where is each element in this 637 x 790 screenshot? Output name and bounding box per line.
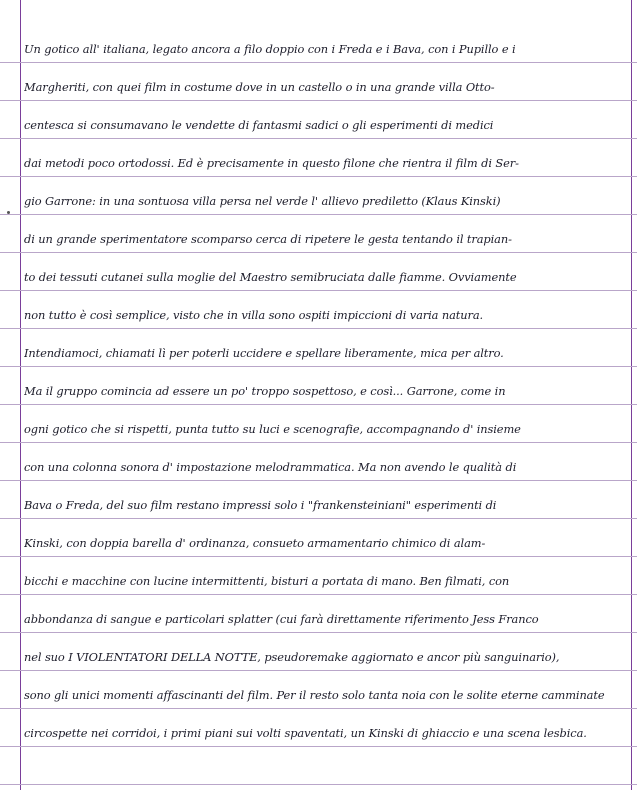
ruled-line: [0, 100, 637, 101]
ruled-line: [0, 670, 637, 671]
handwritten-line: Un gotico all' italiana, legato ancora a filo doppio con i Freda e i Bava, con i Pupillo e i: [24, 42, 516, 56]
handwritten-line: Kinski, con doppia barella d' ordinanza, consueto armamentario chimico di alam-: [24, 536, 486, 550]
ruled-line: [0, 784, 637, 785]
handwritten-line: abbondanza di sangue e particolari splatter (cui farà direttamente riferimento Jess Franco: [24, 612, 539, 626]
handwritten-line: non tutto è così semplice, visto che in villa sono ospiti impiccioni di varia natura.: [24, 308, 484, 322]
ruled-line: [0, 746, 637, 747]
handwritten-line: Ma il gruppo comincia ad essere un po' troppo sospettoso, e così... Garrone, come in: [24, 384, 506, 398]
handwritten-line: bicchi e macchine con lucine intermittenti, bisturi a portata di mano. Ben filmati, con: [24, 574, 510, 588]
handwritten-line: to dei tessuti cutanei sulla moglie del Maestro semibruciata dalle fiamme. Ovviamente: [24, 270, 517, 284]
ruled-line: [0, 708, 637, 709]
handwritten-line: dai metodi poco ortodossi. Ed è precisamente in questo filone che rientra il film di Ser-: [24, 156, 519, 170]
ruled-line: [0, 328, 637, 329]
ruled-line: [0, 290, 637, 291]
ruled-line: [0, 214, 637, 215]
handwritten-line: circospette nei corridoi, i primi piani sui volti spaventati, un Kinski di ghiaccio e una scena lesbica.: [24, 726, 587, 740]
ruled-line: [0, 594, 637, 595]
handwritten-line: Margheriti, con quei film in costume dove in un castello o in una grande villa Otto-: [24, 80, 495, 94]
ruled-line: [0, 138, 637, 139]
ruled-line: [0, 62, 637, 63]
handwritten-line: nel suo I VIOLENTATORI DELLA NOTTE, pseudoremake aggiornato e ancor più sanguinario),: [24, 650, 560, 664]
ruled-line: [0, 366, 637, 367]
ruled-line: [0, 442, 637, 443]
handwritten-line: con una colonna sonora d' impostazione melodrammatica. Ma non avendo le qualità di: [24, 460, 517, 474]
ruled-line: [0, 404, 637, 405]
left-margin-line: [20, 0, 21, 790]
handwritten-line: centesca si consumavano le vendette di fantasmi sadici o gli esperimenti di medici: [24, 118, 494, 132]
ruled-line: [0, 176, 637, 177]
ruled-line: [0, 632, 637, 633]
ruled-line: [0, 252, 637, 253]
ruled-line: [0, 480, 637, 481]
handwritten-line: sono gli unici momenti affascinanti del film. Per il resto solo tanta noia con le solite eterne camminate: [24, 688, 605, 702]
handwritten-line: ogni gotico che si rispetti, punta tutto su luci e scenografie, accompagnando d' insieme: [24, 422, 521, 436]
ruled-line: [0, 556, 637, 557]
right-margin-line: [631, 0, 632, 790]
handwritten-line: Bava o Freda, del suo film restano impressi solo i "frankensteiniani" esperimenti di: [24, 498, 497, 512]
handwritten-line: di un grande sperimentatore scomparso cerca di ripetere le gesta tentando il trapian-: [24, 232, 512, 246]
handwritten-line: Intendiamoci, chiamati lì per poterli uccidere e spellare liberamente, mica per altro.: [24, 346, 504, 360]
handwritten-line: gio Garrone: in una sontuosa villa persa nel verde l' allievo prediletto (Klaus Kinski): [24, 194, 501, 208]
ruled-line: [0, 518, 637, 519]
